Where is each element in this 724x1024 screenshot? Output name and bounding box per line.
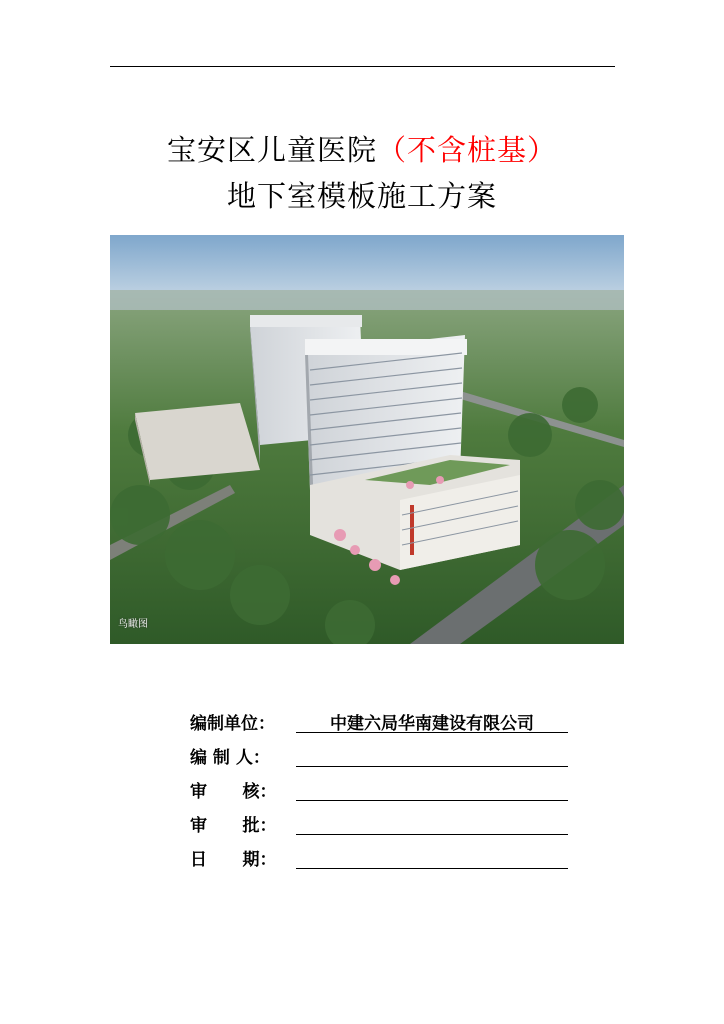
form-underline bbox=[296, 868, 568, 869]
form-row-reviewer bbox=[190, 773, 570, 807]
photo-caption: 鸟瞰图 bbox=[118, 619, 148, 630]
title-main: 宝安区儿童医院 bbox=[166, 133, 377, 167]
form-label: 编 制 人： bbox=[190, 748, 270, 768]
form-underline bbox=[296, 834, 568, 835]
form-label: 审 核： bbox=[190, 782, 277, 802]
form-label: 编制单位： bbox=[190, 714, 275, 734]
form-underline bbox=[296, 732, 568, 733]
form-label: 日 期： bbox=[190, 850, 277, 870]
form-row-date bbox=[190, 841, 570, 875]
title-red-note: （不含桩基） bbox=[377, 133, 558, 167]
form-row-compiler bbox=[190, 739, 570, 773]
document-subtitle: 地下室模板施工方案 bbox=[226, 179, 497, 213]
document-title bbox=[0, 128, 724, 169]
form-underline bbox=[296, 766, 568, 767]
form-row-approver bbox=[190, 807, 570, 841]
approval-form bbox=[190, 705, 570, 875]
form-row-compiler-unit bbox=[190, 705, 570, 739]
aerial-rendering-image bbox=[110, 235, 624, 644]
header-rule bbox=[110, 66, 615, 67]
form-underline bbox=[296, 800, 568, 801]
form-label: 审 批： bbox=[190, 816, 277, 836]
form-value: 中建六局华南建设有限公司 bbox=[330, 714, 534, 734]
